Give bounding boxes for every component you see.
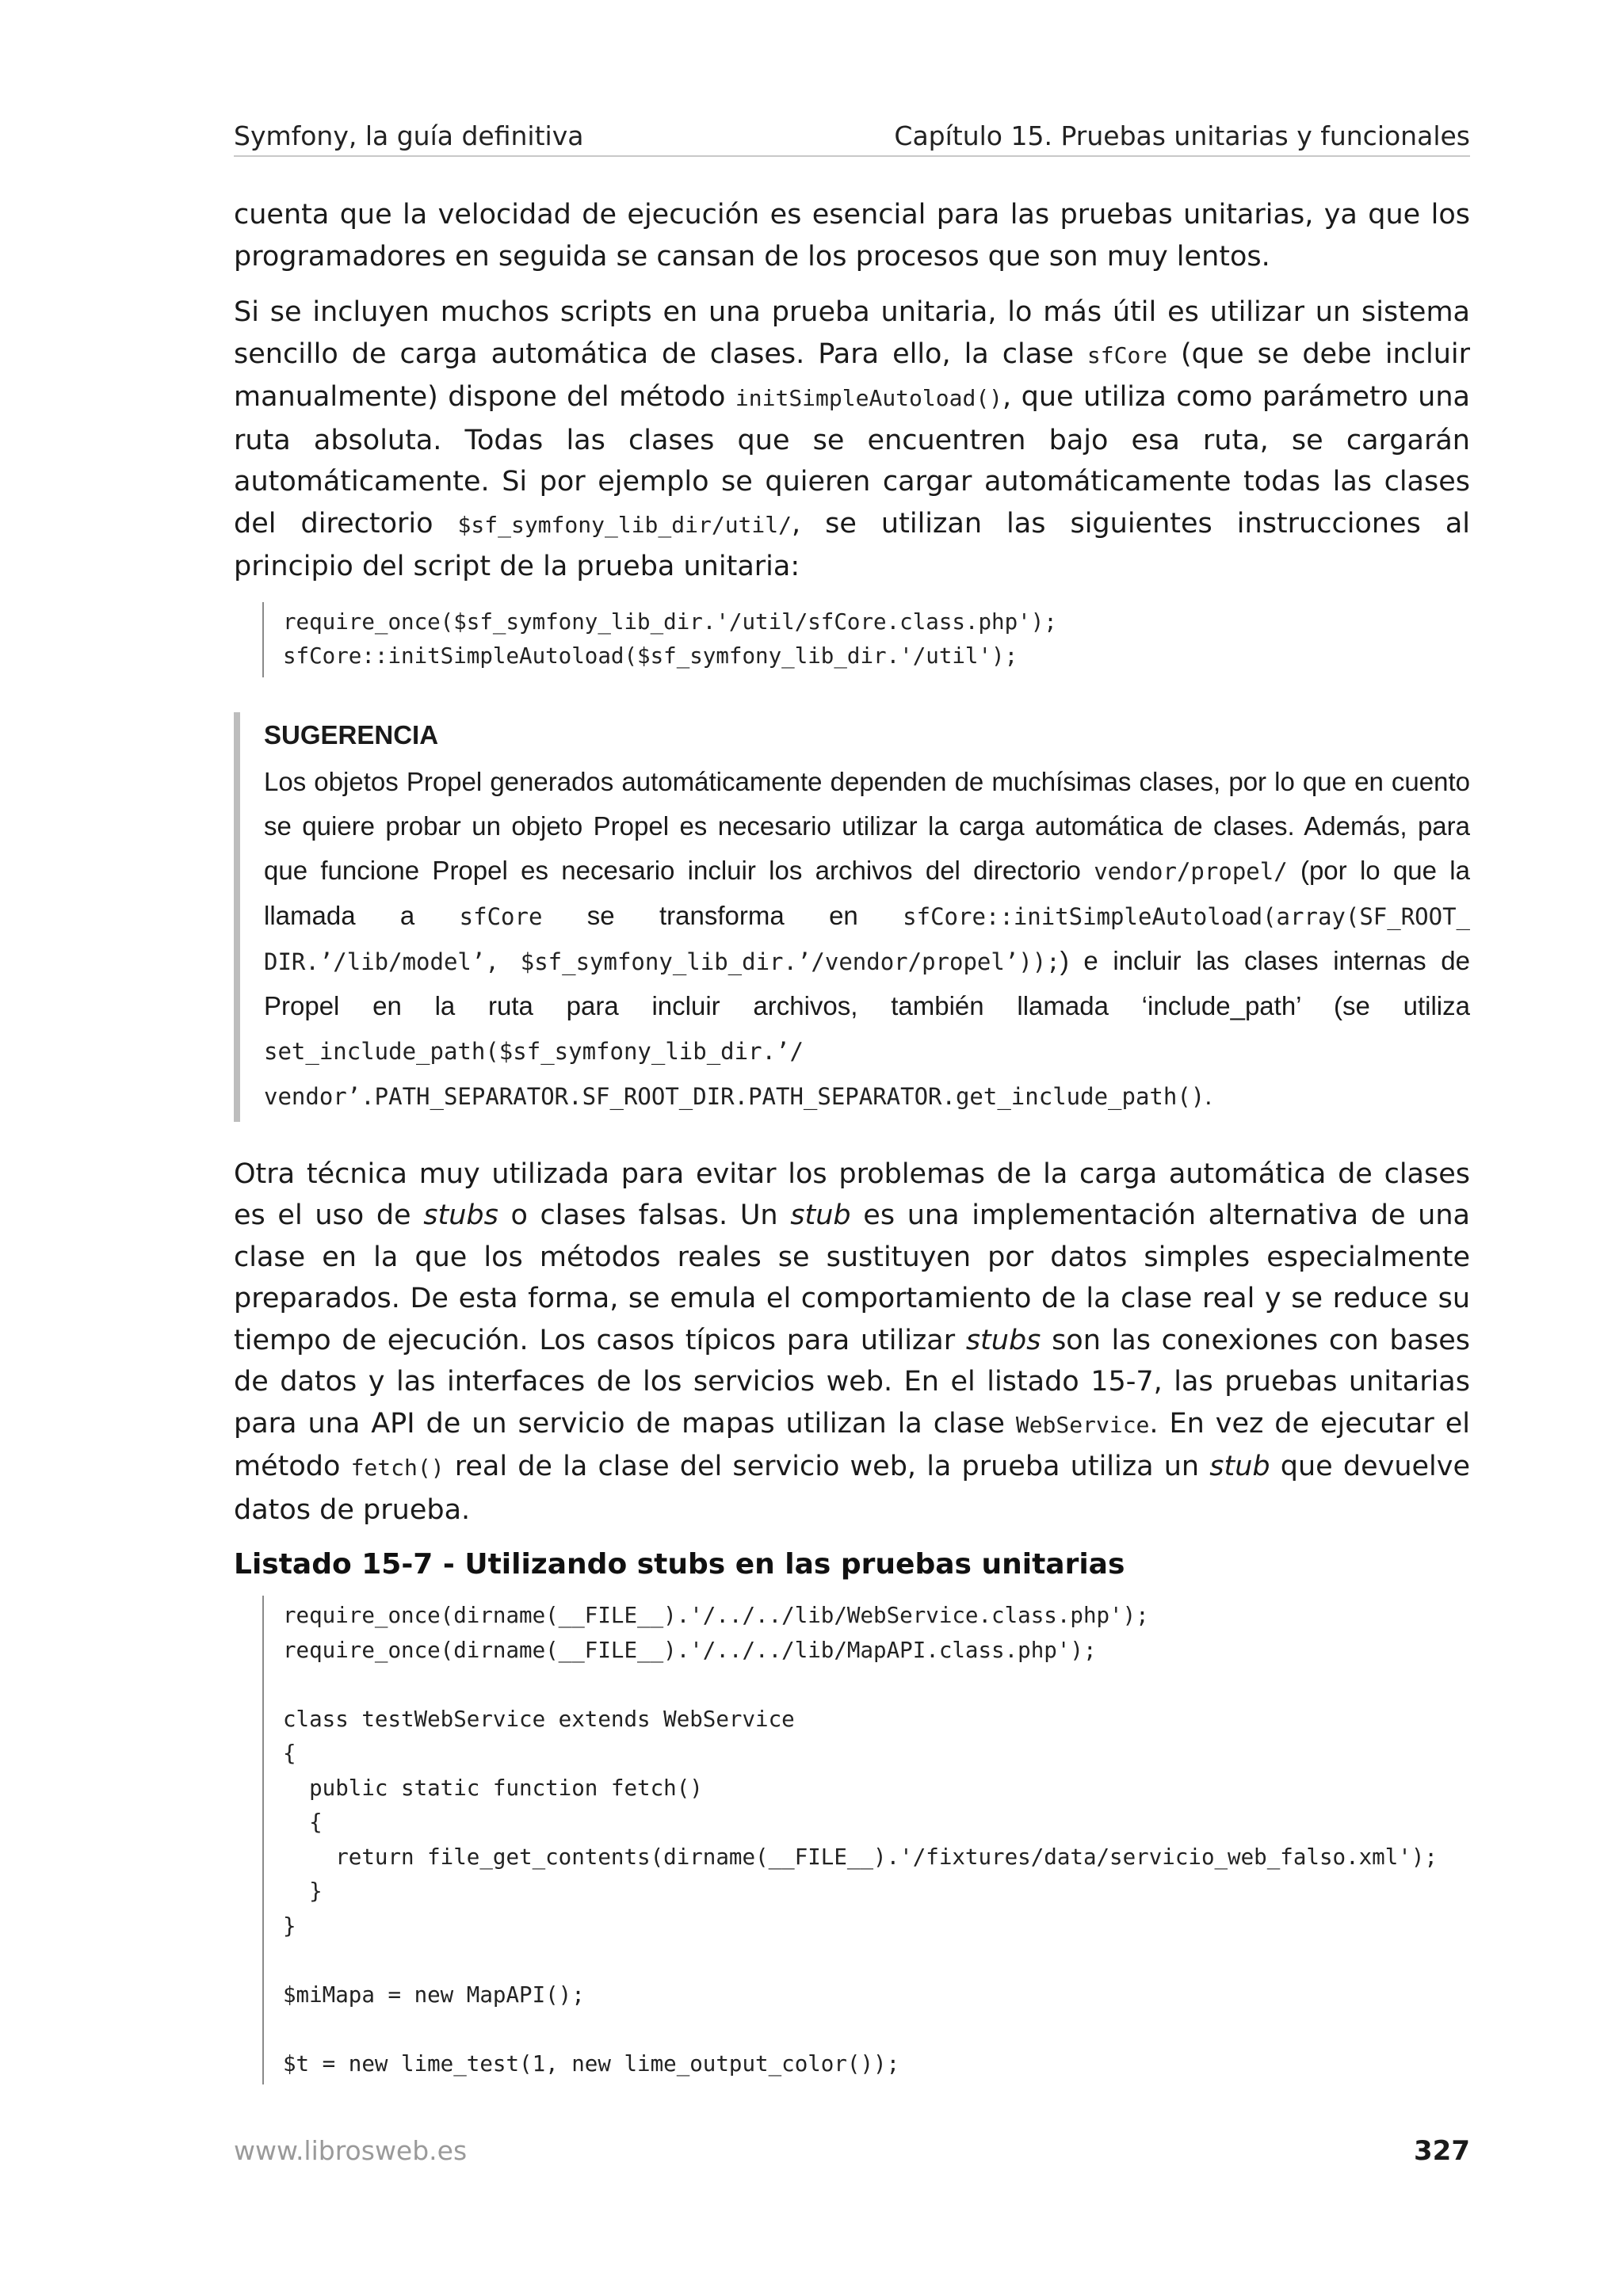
emphasis: stubs	[423, 1199, 498, 1231]
text-run: Si se incluyen muchos scripts en una prueba unitaria, lo más útil es utilizar un sistema sencillo de carga automática de clases. Para ello, la clase	[234, 296, 1470, 370]
text-run: (que se debe incluir manualmente) dispone del método	[234, 338, 1470, 413]
page-footer	[234, 2131, 1470, 2171]
tip-box	[234, 712, 1470, 1122]
code-line: }	[283, 1913, 296, 1939]
code-line: class testWebService extends WebService	[283, 1706, 795, 1732]
inline-code: set_include_path($sf_symfony_lib_dir.’/ vendor’.PATH_SEPARATOR.SF_ROOT_DIR.PATH_SEPARATOR.get_include_path()	[264, 1037, 1205, 1110]
listing-title: Listado 15-7 - Utilizando stubs en las pruebas unitarias	[234, 1548, 1125, 1581]
code-line: public static function fetch()	[283, 1775, 703, 1801]
code-line: }	[283, 1878, 323, 1904]
text-run: es una implementación alternativa de una clase en la que los métodos reales se sustituyen por datos simples especialmente preparados. De esta forma, se emula el comportamiento de la clase real y se reduce su tiempo de ejecución. Los casos típicos para utilizar	[234, 1199, 1470, 1356]
footer-site-link[interactable]: www.librosweb.es	[234, 2135, 468, 2166]
book-title: Symfony, la guía definitiva	[234, 120, 584, 151]
page-body	[234, 194, 1470, 2119]
text-run: . En vez de ejecutar el método	[234, 1407, 1470, 1482]
page-number: 327	[1414, 2135, 1470, 2167]
code-line: require_once(dirname(__FILE__).'/../../lib/MapAPI.class.php');	[283, 1637, 1097, 1663]
code-line: {	[283, 1810, 323, 1835]
inline-code: fetch()	[350, 1455, 445, 1481]
code-line: require_once($sf_symfony_lib_dir.'/util/sfCore.class.php');	[283, 608, 1057, 635]
text-run: o clases falsas. Un	[498, 1199, 791, 1231]
code-line: $miMapa = new MapAPI();	[283, 1981, 585, 2008]
paragraph-3	[234, 1154, 1470, 1531]
emphasis: stub	[790, 1199, 851, 1231]
text-run: , se utilizan las siguientes instrucciones al principio del script de la prueba unitaria:	[234, 507, 1471, 582]
inline-code: sfCore::initSimpleAutoload(array(SF_ROOT_ DIR.’/lib/model’, $sf_symfony_lib_dir.’/vendor/propel’));	[264, 902, 1470, 975]
inline-code: WebService	[1015, 1411, 1150, 1438]
text-run: (por lo que la llamada a	[264, 855, 1470, 930]
text-run: se transforma en	[542, 900, 903, 930]
code-line: require_once(dirname(__FILE__).'/../../lib/WebService.class.php');	[283, 1603, 1149, 1628]
chapter-title: Capítulo 15. Pruebas unitarias y funcionales	[894, 120, 1470, 151]
code-line: $t = new lime_test(1, new lime_output_color());	[283, 2050, 900, 2077]
text-run: , que utiliza como parámetro una ruta absoluta. Todas las clases que se encuentren bajo esa ruta, se cargarán automáticamente. Si por ejemplo se quieren cargar automáticamente todas las clases del directorio	[234, 381, 1470, 540]
emphasis: stub	[1209, 1451, 1270, 1482]
inline-code: sfCore	[459, 902, 543, 930]
code-line	[283, 1943, 1470, 1978]
text-run: ) e incluir las clases internas de Propel en la ruta para incluir archivos, también llamada ‘include_path’ (se utiliza	[264, 945, 1470, 1020]
text-run: que devuelve datos de prueba.	[234, 1451, 1471, 1526]
text-run: Los objetos Propel generados automáticamente dependen de muchísimas clases, por lo que en cuento se quiere probar un objeto Propel es necesario utilizar la carga automática de clases. Además, para que funcione Propel es necesario incluir los archivos del directorio	[264, 766, 1470, 885]
paragraph-1: cuenta que la velocidad de ejecución es esencial para las pruebas unitarias, ya que los programadores en seguida se cansan de los procesos que son muy lentos.	[234, 199, 1470, 273]
running-header	[234, 119, 1470, 157]
emphasis: stubs	[965, 1324, 1041, 1356]
code-block-autoload	[262, 602, 1470, 677]
inline-code: sfCore	[1086, 341, 1168, 368]
paragraph-2	[234, 292, 1470, 588]
code-line: {	[283, 1741, 296, 1766]
code-line: return file_get_contents(dirname(__FILE__).'/fixtures/data/servicio_web_falso.xml');	[283, 1844, 1438, 1870]
code-line	[283, 2012, 1470, 2047]
inline-code: vendor/propel/	[1094, 857, 1288, 885]
text-run: .	[1205, 1080, 1212, 1110]
code-line: sfCore::initSimpleAutoload($sf_symfony_lib_dir.'/util');	[283, 643, 1018, 669]
text-run: real de la clase del servicio web, la prueba utiliza un	[444, 1451, 1210, 1482]
text-run: son las conexiones con bases de datos y las interfaces de los servicios web. En el listado 15-7, las pruebas unitarias para una API de un servicio de mapas utilizan la clase	[234, 1324, 1470, 1440]
tip-title: SUGERENCIA	[264, 719, 439, 749]
inline-code: $sf_symfony_lib_dir/util/	[457, 511, 792, 538]
text-run: Otra técnica muy utilizada para evitar los problemas de la carga automática de clases es el uso de	[234, 1158, 1470, 1231]
code-block-listing	[262, 1596, 1470, 2084]
code-line	[283, 1668, 1470, 1703]
inline-code: initSimpleAutoload()	[735, 385, 1003, 411]
tip-text	[264, 760, 1470, 1119]
